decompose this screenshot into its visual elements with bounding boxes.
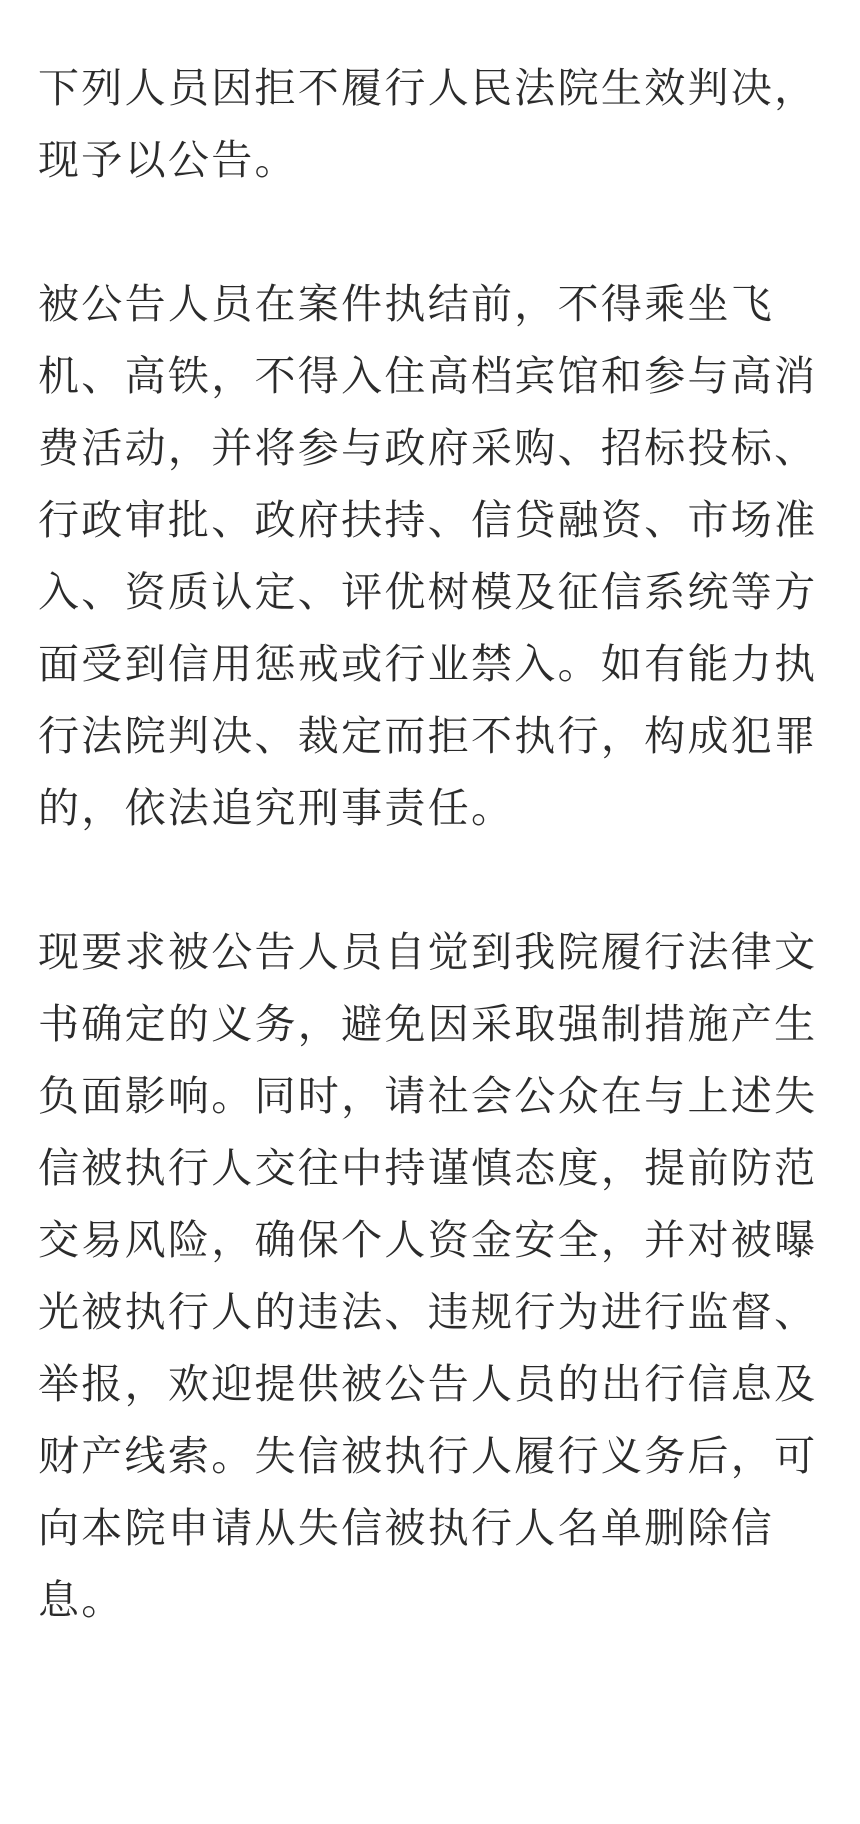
text-line: 书确定的义务，避免因采取强制措施产生 [38,1000,818,1048]
text-line: 下列人员因拒不履行人民法院生效判决， [38,64,818,112]
paragraph-spacer [38,844,822,916]
text-line: 负面影响。同时，请社会公众在与上述失 [38,1072,818,1120]
paragraph-public-request [38,916,822,1636]
text-line: 行法院判决、裁定而拒不执行，构成犯罪 [38,712,818,760]
text-line: 机、高铁，不得入住高档宾馆和参与高消 [38,352,818,400]
text-line: 面受到信用惩戒或行业禁入。如有能力执 [38,640,818,688]
paragraph-spacer [38,196,822,268]
text-line: 的，依法追究刑事责任。 [38,784,515,832]
text-line: 现要求被公告人员自觉到我院履行法律文 [38,928,818,976]
text-line: 息。 [38,1576,125,1624]
text-line: 信被执行人交往中持谨慎态度，提前防范 [38,1144,818,1192]
text-line: 举报，欢迎提供被公告人员的出行信息及 [38,1360,818,1408]
text-line: 费活动，并将参与政府采购、招标投标、 [38,424,818,472]
text-line: 交易风险，确保个人资金安全，并对被曝 [38,1216,818,1264]
paragraph-announcement-intro [38,52,822,196]
text-line: 光被执行人的违法、违规行为进行监督、 [38,1288,818,1336]
text-line: 入、资质认定、评优树模及征信系统等方 [38,568,818,616]
text-line: 向本院申请从失信被执行人名单删除信 [38,1504,775,1552]
announcement-text [38,52,822,1636]
text-line: 行政审批、政府扶持、信贷融资、市场准 [38,496,818,544]
text-line: 财产线索。失信被执行人履行义务后，可 [38,1432,818,1480]
text-line: 现予以公告。 [38,136,298,184]
paragraph-restrictions [38,268,822,844]
text-line: 被公告人员在案件执结前，不得乘坐飞 [38,280,775,328]
